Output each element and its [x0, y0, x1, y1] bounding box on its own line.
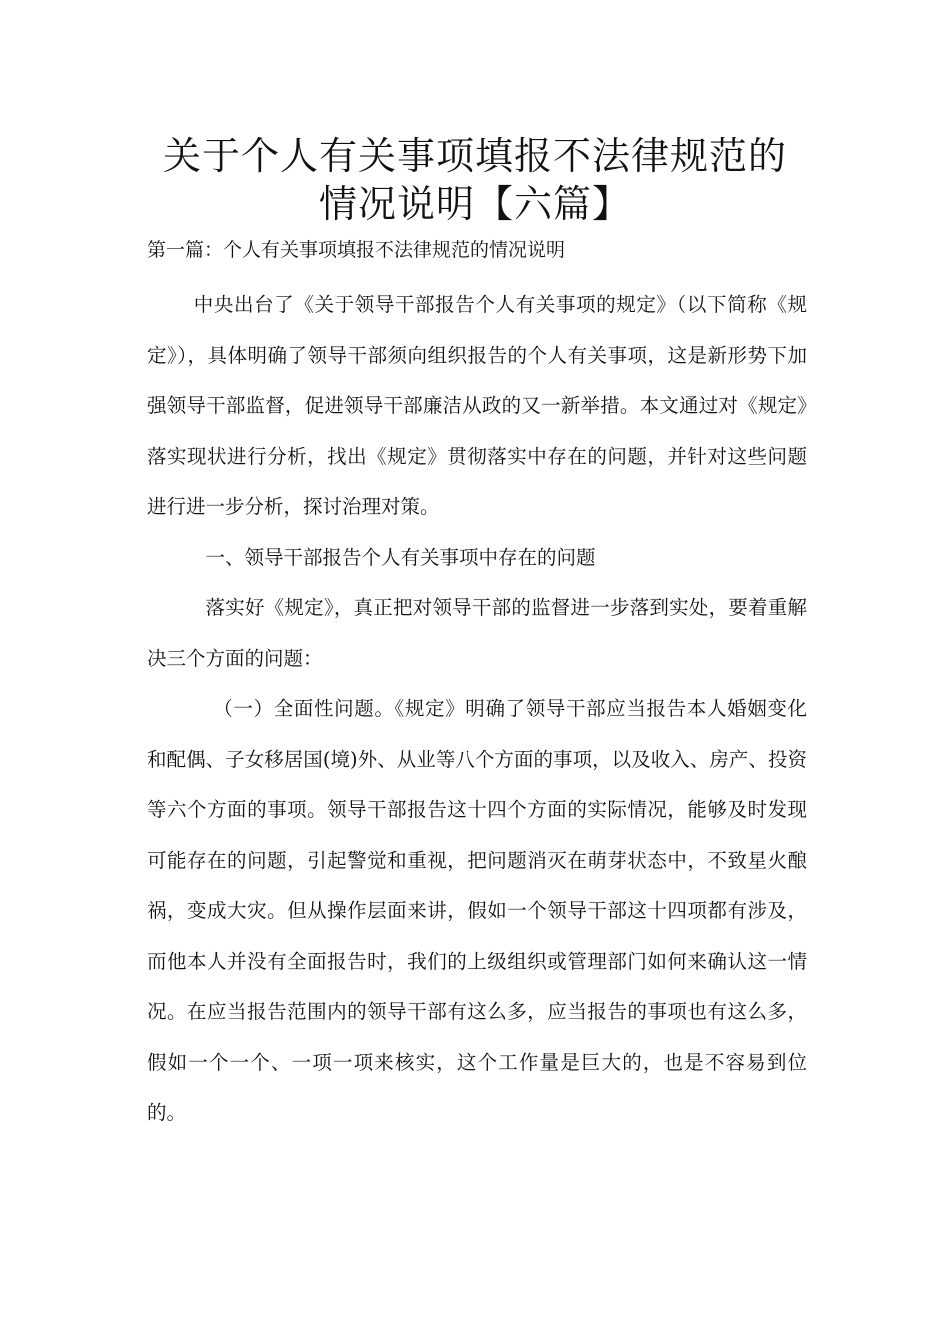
paragraph-requirement: 落实好《规定》，真正把对领导干部的监督进一步落到实处，要着重解决三个方面的问题： — [147, 596, 807, 670]
paragraph-comprehensiveness: （一）全面性问题。《规定》明确了领导干部应当报告本人婚姻变化和配偶、子女移居国(境)外、从业等八个方面的事项，以及收入、房产、投资等六个方面的事项。领导干部报告这十四个方面的实际情况，能够及时发现可能存在的问题，引起警觉和重视，把问题消灭在萌芽状态中，不致星火酿祸，变成大灾。但从操作层面来讲，假如一个领导干部这十四项都有涉及，而他本人并没有全面报告时，我们的上级组织或管理部门如何来确认这一情况。在应当报告范围内的领导干部有这么多，应当报告的事项也有这么多，假如一个一个、一项一项来核实，这个工作量是巨大的，也是不容易到位的。 — [147, 697, 807, 1124]
document-title: 关于个人有关事项填报不法律规范的情况说明【六篇】 — [162, 134, 787, 226]
document-body — [147, 280, 807, 1139]
paragraph-heading-1: 一、领导干部报告个人有关事项中存在的问题 — [205, 545, 596, 569]
section-heading: 第一篇：个人有关事项填报不法律规范的情况说明 — [147, 239, 566, 261]
paragraph-intro: 中央出台了《关于领导干部报告个人有关事项的规定》（以下简称《规定》），具体明确了领导干部须向组织报告的个人有关事项，这是新形势下加强领导干部监督，促进领导干部廉洁从政的又一新举措。本文通过对《规定》落实现状进行分析，找出《规定》贯彻落实中存在的问题，并针对这些问题进行进一步分析，探讨治理对策。 — [147, 293, 807, 518]
